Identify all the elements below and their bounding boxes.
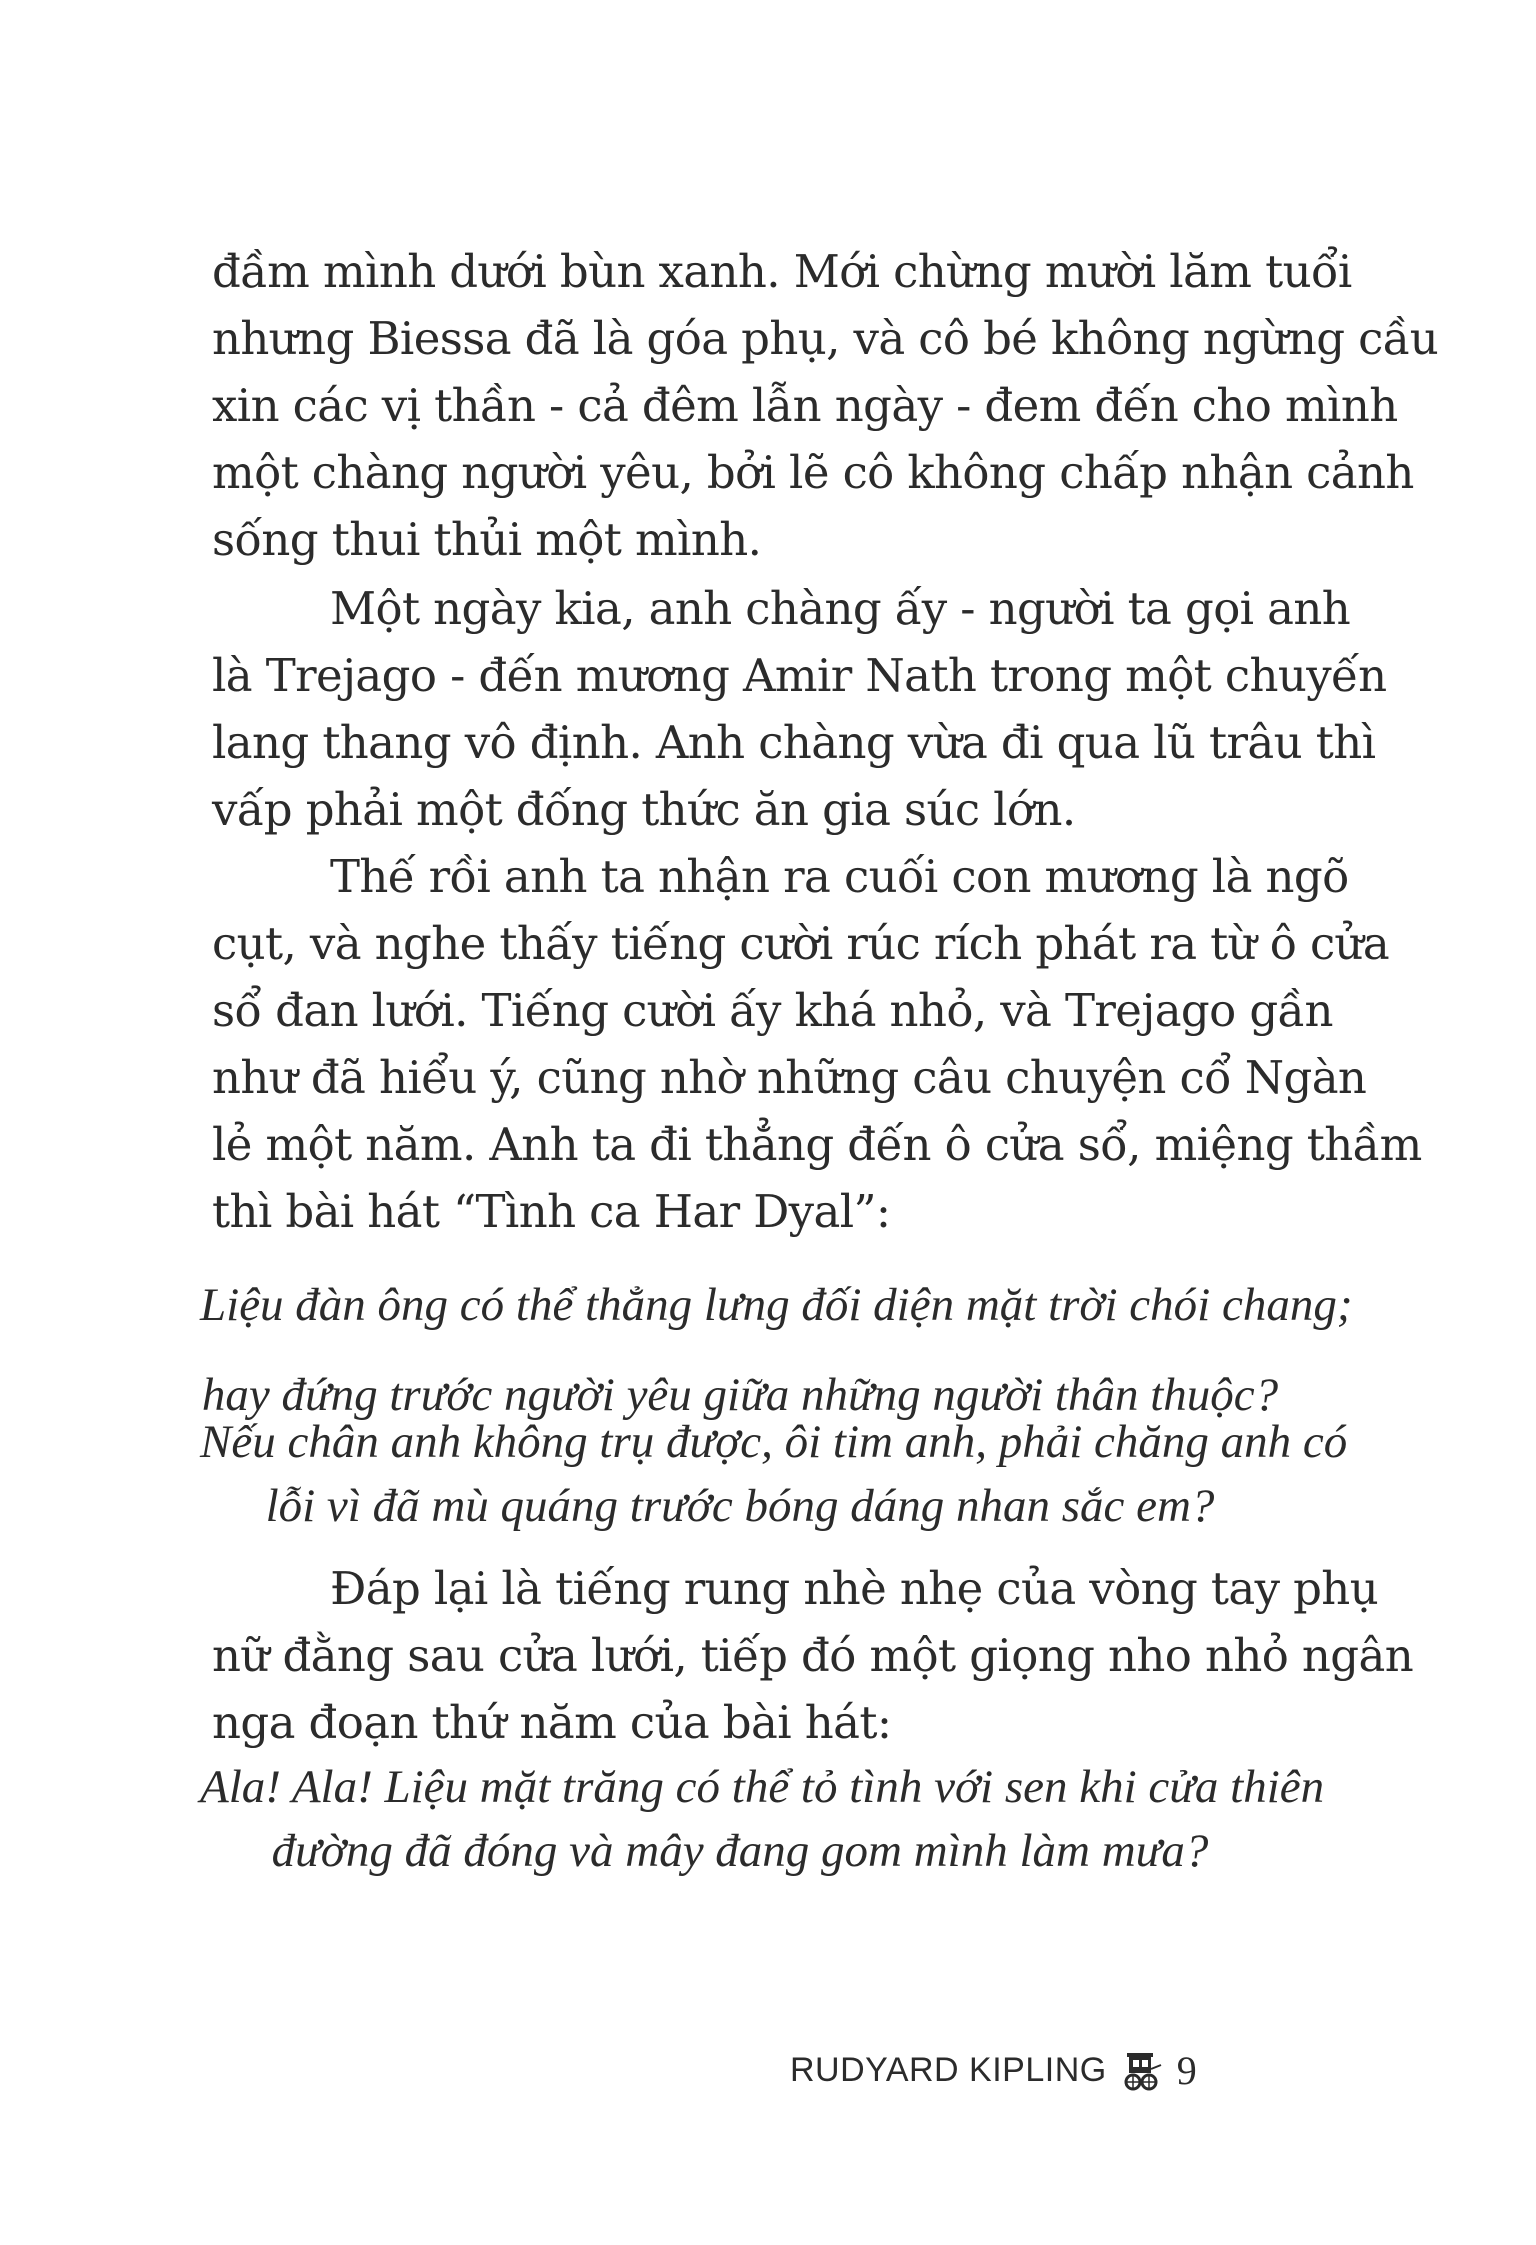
paragraph-3: [212, 843, 1422, 1245]
verse-line: lỗi vì đã mù quáng trước bóng dáng nhan sắc em?: [265, 1480, 1215, 1532]
text-line: cụt, và nghe thấy tiếng cười rúc rích phát ra từ ô cửa: [212, 917, 1390, 970]
text-line: Thế rồi anh ta nhận ra cuối con mương là ngõ: [330, 850, 1349, 903]
verse-line: Nếu chân anh không trụ được, ôi tim anh, phải chăng anh có: [200, 1416, 1348, 1468]
paragraph-2: [212, 575, 1387, 843]
paragraph-4: [212, 1555, 1414, 1756]
paragraph-1: [212, 238, 1439, 573]
carriage-icon: [1119, 2047, 1165, 2093]
text-line: lẻ một năm. Anh ta đi thẳng đến ô cửa sổ, miệng thầm: [212, 1118, 1422, 1171]
text-line: nga đoạn thứ năm của bài hát:: [212, 1696, 892, 1749]
text-line: nữ đằng sau cửa lưới, tiếp đó một giọng nho nhỏ ngân: [212, 1629, 1414, 1682]
text-line: nhưng Biessa đã là góa phụ, và cô bé không ngừng cầu: [212, 312, 1439, 365]
text-line: đầm mình dưới bùn xanh. Mới chừng mười lăm tuổi: [212, 245, 1352, 298]
text-line: Đáp lại là tiếng rung nhè nhẹ của vòng tay phụ: [330, 1562, 1379, 1615]
text-line: sống thui thủi một mình.: [212, 513, 762, 566]
text-line: thì bài hát “Tình ca Har Dyal”:: [212, 1185, 891, 1238]
text-line: vấp phải một đống thức ăn gia súc lớn.: [212, 783, 1076, 836]
verse-line: đường đã đóng và mây đang gom mình làm mưa?: [271, 1825, 1209, 1877]
text-line: là Trejago - đến mương Amir Nath trong một chuyến: [212, 649, 1387, 702]
verse-line: hay đứng trước người yêu giữa những người thân thuộc?: [201, 1369, 1279, 1421]
running-header-author: RUDYARD KIPLING: [790, 2050, 1107, 2089]
page-footer: [790, 2040, 1197, 2100]
verse-stanza-3: [200, 1755, 1325, 1883]
text-line: một chàng người yêu, bởi lẽ cô không chấp nhận cảnh: [212, 446, 1414, 499]
text-line: xin các vị thần - cả đêm lẫn ngày - đem đến cho mình: [212, 379, 1398, 432]
text-line: lang thang vô định. Anh chàng vừa đi qua lũ trâu thì: [212, 716, 1376, 769]
text-line: như đã hiểu ý, cũng nhờ những câu chuyện cổ Ngàn: [212, 1051, 1367, 1104]
verse-stanza-2: [200, 1410, 1348, 1538]
text-line: sổ đan lưới. Tiếng cười ấy khá nhỏ, và Trejago gần: [212, 984, 1333, 1037]
page-number: 9: [1176, 2047, 1197, 2093]
text-line: Một ngày kia, anh chàng ấy - người ta gọi anh: [330, 582, 1351, 635]
verse-line: Ala! Ala! Liệu mặt trăng có thể tỏ tình với sen khi cửa thiên: [200, 1761, 1325, 1813]
verse-line: Liệu đàn ông có thể thẳng lưng đối diện mặt trời chói chang;: [200, 1279, 1353, 1331]
